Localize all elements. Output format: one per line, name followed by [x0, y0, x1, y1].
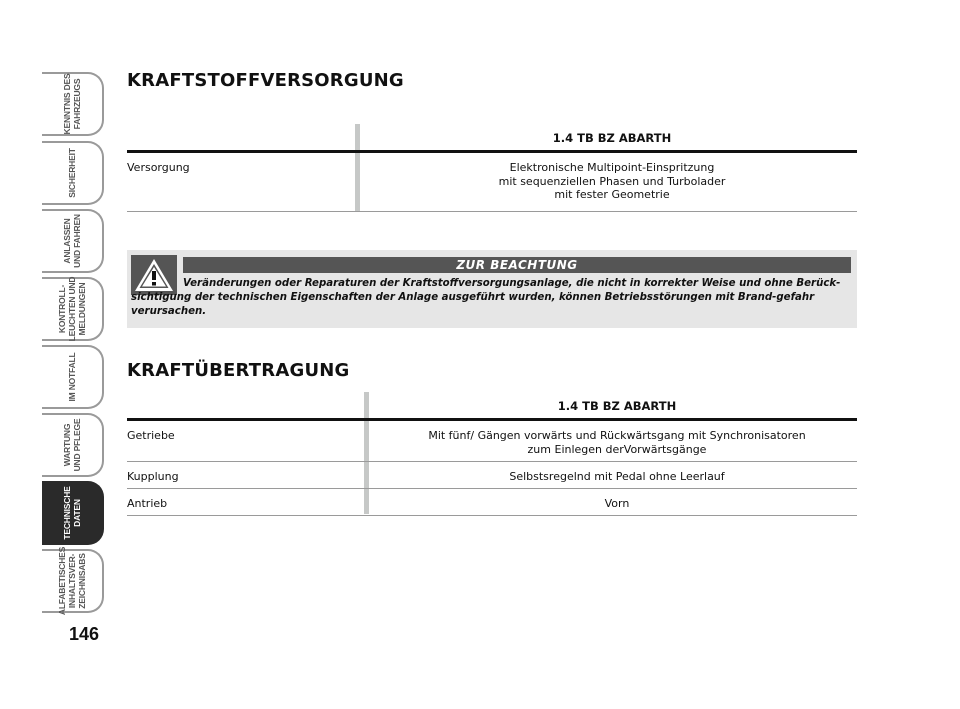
- table-row: [127, 462, 857, 489]
- tab-label: IM NOTFALL: [67, 352, 77, 402]
- chapter-navigation: [0, 0, 110, 709]
- table-header: [127, 392, 857, 421]
- row-label: Getriebe: [127, 429, 175, 442]
- row-label: Kupplung: [127, 470, 179, 483]
- row-value: Elektronische Multipoint-Einspritzung mit sequenziellen Phasen und Turbolader mit fester Geometrie: [498, 161, 726, 201]
- table-row: [127, 489, 857, 516]
- tab-wartung-und-pflege[interactable]: [42, 413, 104, 477]
- tab-label: WARTUNG UND PFLEGE: [62, 418, 82, 472]
- row-value: Mit fünf/ Gängen vorwärts und Rückwärtsgang mit Synchronisatoren zum Einlegen derVorwärtsgänge: [428, 429, 806, 456]
- tab-label: ANLASSEN UND FAHREN: [62, 214, 82, 268]
- warning-text: Veränderungen oder Reparaturen der Kraftstoffversorgungsanlage, die nicht in korrekter Weise und ohne Berück-sichtigung der technischen Eigenschaften der Anlage ausgeführt wurden, können Betriebsstörungen mit Brand-gefahr verursachen.: [131, 278, 841, 317]
- column-title: 1.4 TB BZ ABARTH: [552, 131, 672, 145]
- warning-header: ZUR BEACHTUNG: [183, 257, 851, 273]
- row-value: Selbstsregelnd mit Pedal ohne Leerlauf: [509, 470, 725, 483]
- spec-table-kraftuebertragung: [127, 392, 857, 516]
- warning-box: [127, 250, 857, 328]
- spec-table-kraftstoffversorgung: [127, 124, 857, 212]
- row-value: Vorn: [604, 497, 630, 510]
- table-row: [127, 153, 857, 212]
- table-row: [127, 421, 857, 462]
- tab-label: KENNTNIS DES FAHRZEUGS: [62, 73, 82, 135]
- tab-kontrollleuchten-und-meldungen[interactable]: [42, 277, 104, 341]
- tab-alfabetisches-inhaltsverzeichnis[interactable]: [42, 546, 104, 616]
- tab-kenntnis-des-fahrzeugs[interactable]: [42, 72, 104, 136]
- tab-im-notfall[interactable]: [42, 345, 104, 409]
- tab-label: SICHERHEIT: [67, 148, 77, 198]
- row-label: Antrieb: [127, 497, 168, 510]
- column-title: 1.4 TB BZ ABARTH: [557, 399, 677, 413]
- page-number: 146: [68, 624, 100, 644]
- section-title-kraftstoffversorgung: KRAFTSTOFFVERSORGUNG: [127, 70, 404, 91]
- tab-label: ALFABETISCHES INHALTSVER- ZEICHNISABS: [57, 546, 87, 616]
- tab-technische-daten[interactable]: [42, 481, 104, 545]
- section-title-kraftuebertragung: KRAFTÜBERTRAGUNG: [127, 360, 350, 381]
- tab-sicherheit[interactable]: [42, 141, 104, 205]
- table-header: [127, 124, 857, 153]
- tab-anlassen-und-fahren[interactable]: [42, 209, 104, 273]
- tab-label: KONTROLL- LEUCHTEN UND MELDUNGEN: [57, 276, 87, 342]
- row-label: Versorgung: [127, 161, 190, 174]
- tab-label: TECHNISCHE DATEN: [62, 486, 82, 540]
